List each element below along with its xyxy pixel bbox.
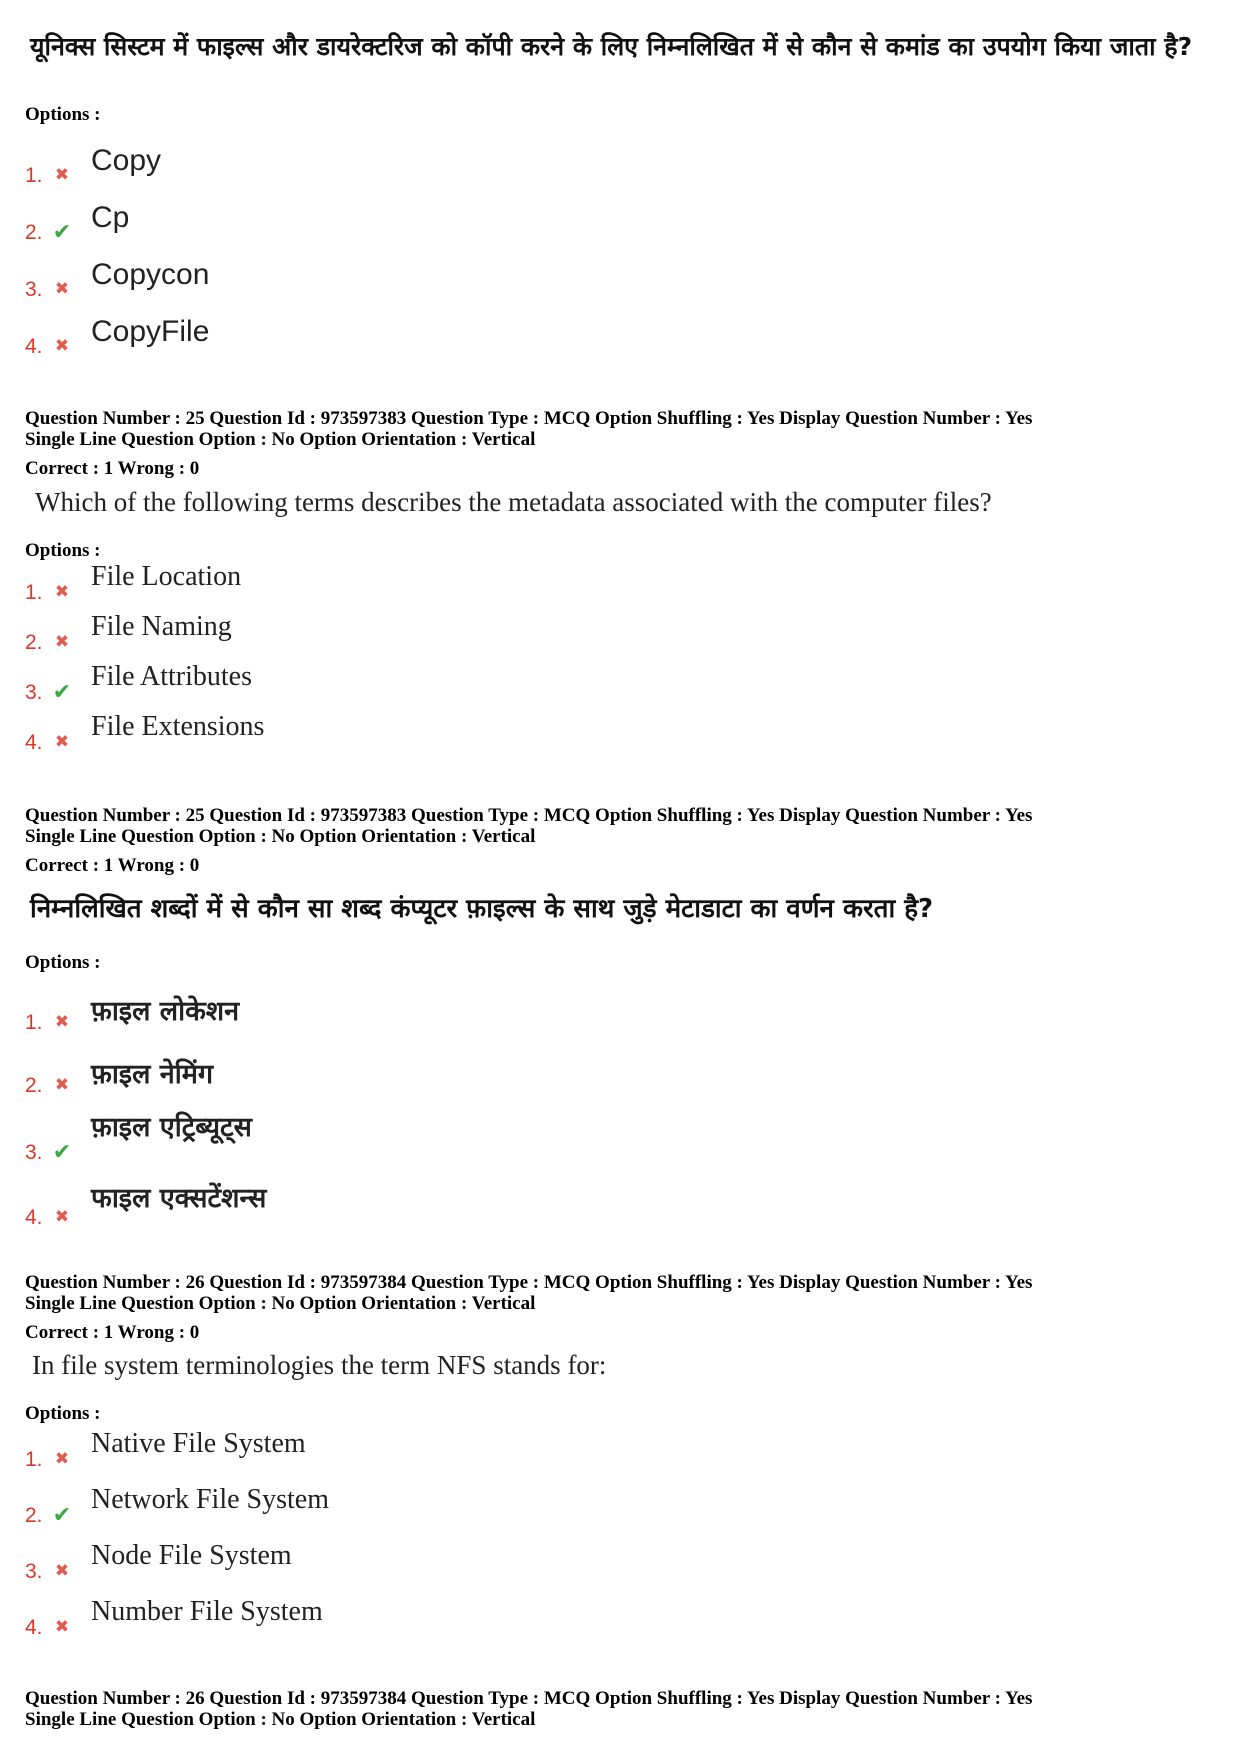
question-text: यूनिक्स सिस्टम में फाइल्स और डायरेक्टरिज को कॉपी करने के लिए निम्नलिखित में से कौन से कमांड का उपयोग किया जाता है? [30, 32, 1193, 61]
question-score: Correct : 1 Wrong : 0 [25, 1322, 200, 1343]
correct-check-icon: ✔ [52, 679, 72, 705]
option-item [25, 201, 925, 245]
option-number: 1. [25, 1448, 43, 1471]
option-number: 1. [25, 164, 43, 187]
option-text: फ़ाइल नेमिंग [91, 1059, 214, 1090]
question-score: Correct : 1 Wrong : 0 [25, 458, 200, 479]
option-item [25, 1596, 925, 1640]
correct-check-icon: ✔ [52, 219, 72, 245]
correct-check-icon: ✔ [52, 1502, 72, 1528]
option-number: 3. [25, 1141, 43, 1164]
option-number: 2. [25, 1504, 43, 1527]
option-number: 2. [25, 221, 43, 244]
option-number: 4. [25, 731, 43, 754]
option-number: 3. [25, 1560, 43, 1583]
wrong-mark-icon: ✖ [54, 1449, 70, 1469]
wrong-mark-icon: ✖ [54, 582, 70, 602]
option-number: 3. [25, 681, 43, 704]
option-item [25, 1540, 925, 1584]
option-item [25, 1484, 925, 1528]
option-text: Copycon [91, 258, 210, 291]
question-meta: Question Number : 25 Question Id : 973597383 Question Type : MCQ Option Shuffling : Yes Display Question Number : Yes [25, 408, 1033, 429]
wrong-mark-icon: ✖ [54, 1075, 70, 1095]
option-item [25, 144, 925, 188]
option-item [25, 1183, 925, 1230]
option-text: File Location [91, 561, 242, 592]
question-text: In file system terminologies the term NFS stands for: [32, 1350, 607, 1380]
options-label: Options : [25, 952, 101, 973]
option-item [25, 611, 925, 655]
question-meta: Question Number : 25 Question Id : 973597383 Question Type : MCQ Option Shuffling : Yes Display Question Number : Yes [25, 805, 1033, 826]
question-meta: Single Line Question Option : No Option Orientation : Vertical [25, 1709, 536, 1730]
option-item [25, 561, 925, 605]
option-text: File Extensions [91, 711, 265, 742]
option-number: 2. [25, 631, 43, 654]
option-number: 4. [25, 1616, 43, 1639]
option-text: फ़ाइल लोकेशन [91, 996, 240, 1027]
option-text: Number File System [91, 1596, 323, 1627]
option-text: File Naming [91, 611, 232, 642]
option-item [25, 1112, 925, 1165]
option-text: Node File System [91, 1540, 292, 1571]
wrong-mark-icon: ✖ [54, 279, 70, 299]
option-item [25, 711, 925, 755]
wrong-mark-icon: ✖ [54, 1012, 70, 1032]
option-item [25, 1058, 925, 1098]
option-text: फाइल एक्सटेंशन्स [91, 1183, 267, 1214]
option-item [25, 315, 925, 359]
option-text: Network File System [91, 1484, 329, 1515]
question-score: Correct : 1 Wrong : 0 [25, 855, 200, 876]
wrong-mark-icon: ✖ [54, 632, 70, 652]
question-text: Which of the following terms describes the metadata associated with the computer files? [35, 487, 992, 517]
option-text: Cp [91, 201, 130, 234]
option-text: फ़ाइल एट्रिब्यूट्स [91, 1112, 252, 1143]
option-text: CopyFile [91, 315, 210, 348]
option-text: File Attributes [91, 661, 252, 692]
option-number: 3. [25, 278, 43, 301]
wrong-mark-icon: ✖ [54, 165, 70, 185]
question-meta: Question Number : 26 Question Id : 973597384 Question Type : MCQ Option Shuffling : Yes Display Question Number : Yes [25, 1272, 1033, 1293]
options-label: Options : [25, 540, 101, 561]
option-number: 1. [25, 581, 43, 604]
question-meta: Single Line Question Option : No Option Orientation : Vertical [25, 429, 536, 450]
option-number: 1. [25, 1011, 43, 1034]
wrong-mark-icon: ✖ [54, 336, 70, 356]
option-item [25, 661, 925, 705]
question-meta: Question Number : 26 Question Id : 973597384 Question Type : MCQ Option Shuffling : Yes Display Question Number : Yes [25, 1688, 1033, 1709]
option-item [25, 258, 925, 302]
question-meta: Single Line Question Option : No Option Orientation : Vertical [25, 1293, 536, 1314]
option-number: 4. [25, 335, 43, 358]
option-item [25, 1428, 925, 1472]
wrong-mark-icon: ✖ [54, 1561, 70, 1581]
option-number: 2. [25, 1074, 43, 1097]
option-text: Copy [91, 144, 162, 177]
wrong-mark-icon: ✖ [54, 1207, 70, 1227]
question-meta: Single Line Question Option : No Option Orientation : Vertical [25, 826, 536, 847]
wrong-mark-icon: ✖ [54, 732, 70, 752]
correct-check-icon: ✔ [52, 1139, 72, 1165]
options-label: Options : [25, 104, 101, 125]
question-text: निम्नलिखित शब्दों में से कौन सा शब्द कंप्यूटर फ़ाइल्स के साथ जुड़े मेटाडाटा का वर्णन करता है? [30, 894, 934, 924]
option-number: 4. [25, 1206, 43, 1229]
wrong-mark-icon: ✖ [54, 1617, 70, 1637]
options-label: Options : [25, 1403, 101, 1424]
option-item [25, 995, 925, 1035]
option-text: Native File System [91, 1428, 306, 1459]
